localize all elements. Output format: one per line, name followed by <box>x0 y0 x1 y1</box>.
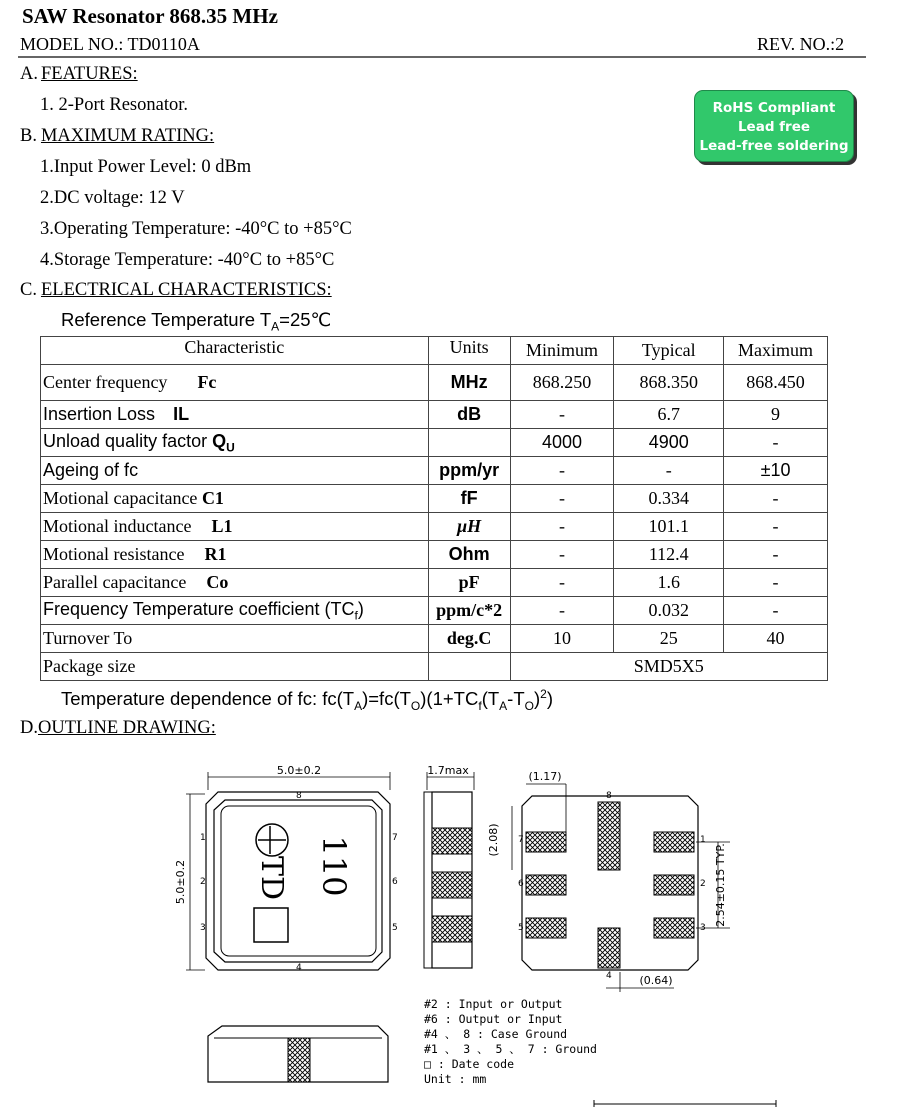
table-row: Parallel capacitance Co pF - 1.6 - <box>41 569 828 597</box>
dim-pad-height: (2.08) <box>487 823 500 857</box>
svg-text:1: 1 <box>200 833 206 843</box>
model-number: MODEL NO.: TD0110A <box>20 34 200 54</box>
svg-text:□ : Date code: □ : Date code <box>424 1057 515 1071</box>
svg-text:#6 : Output or Input: #6 : Output or Input <box>424 1012 563 1026</box>
dim-thickness: 1.7max <box>427 764 469 777</box>
svg-text:3: 3 <box>200 923 206 933</box>
rating-item: 1.Input Power Level: 0 dBm <box>40 157 252 177</box>
front-view <box>208 1026 388 1082</box>
table-header-row <box>41 337 828 365</box>
side-view <box>424 764 474 968</box>
svg-text:8: 8 <box>296 791 302 801</box>
svg-text:4: 4 <box>606 971 612 981</box>
pin-legend <box>424 997 597 1086</box>
svg-text:#1 、 3 、 5 、 7 : Ground: #1 、 3 、 5 、 7 : Ground <box>424 1042 597 1056</box>
section-d-heading: D.OUTLINE DRAWING: <box>20 718 216 738</box>
rohs-badge: RoHS Compliant Lead free Lead-free soldering <box>694 90 854 162</box>
column-header: Minimum <box>510 337 614 365</box>
table-row: Turnover To deg.C 10 25 40 <box>41 625 828 653</box>
top-view <box>174 764 398 973</box>
marking-code: TD <box>254 855 289 901</box>
svg-text:6: 6 <box>518 879 524 889</box>
column-header: Typical <box>614 337 724 365</box>
svg-text:2: 2 <box>200 877 206 887</box>
temperature-formula: Temperature dependence of fc: $fc(T_A)=fc(T_O)(1+TC_f(T_A-T_O)^2)$ <box>61 687 554 713</box>
svg-text:7: 7 <box>518 835 524 845</box>
header-rule <box>18 56 866 58</box>
table-row: Package size SMD5X5 <box>41 653 828 681</box>
feature-item: 1. 2-Port Resonator. <box>40 95 188 115</box>
dim-height: 5.0±0.2 <box>174 859 187 905</box>
svg-text:8: 8 <box>606 791 612 801</box>
column-header: Units <box>428 337 510 365</box>
svg-text:1: 1 <box>700 835 706 845</box>
table-row: Frequency Temperature coefficient $(TC_f)$ ppm/c*2 - 0.032 - <box>41 597 828 625</box>
column-header: Characteristic <box>41 337 429 365</box>
table-row: Motional capacitance C1 fF - 0.334 - <box>41 485 828 513</box>
svg-text:5: 5 <box>518 923 524 933</box>
svg-text:7: 7 <box>392 833 398 843</box>
rating-item: 3.Operating Temperature: -40°C to +85°C <box>40 219 352 239</box>
table-row: Center frequency Fc MHz 868.250 868.350 868.450 <box>41 365 828 401</box>
svg-text:3: 3 <box>700 923 706 933</box>
table-row: Unload quality factor $Q_U$ 4000 4900 - <box>41 429 828 457</box>
table-row: Motional inductance L1 μH - 101.1 - <box>41 513 828 541</box>
table-row: Motional resistance R1 Ohm - 112.4 - <box>41 541 828 569</box>
svg-text:2: 2 <box>700 879 706 889</box>
dim-pad-width: (1.17) <box>528 770 562 783</box>
electrical-characteristics-table <box>40 336 828 681</box>
svg-text:#2 : Input or Output: #2 : Input or Output <box>424 997 563 1011</box>
column-header: Maximum <box>724 337 828 365</box>
revision-number: REV. NO.:2 <box>757 34 845 54</box>
svg-text:5: 5 <box>392 923 398 933</box>
table-row: Insertion Loss IL dB - 6.7 9 <box>41 401 828 429</box>
document-title: SAW Resonator 868.35 MHz <box>22 4 278 28</box>
dim-gap: (0.64) <box>639 974 673 987</box>
svg-text:6: 6 <box>392 877 398 887</box>
svg-text:#4 、 8 : Case Ground: #4 、 8 : Case Ground <box>424 1027 568 1041</box>
marking-top: 110 <box>315 835 353 897</box>
rating-item: 4.Storage Temperature: -40°C to +85°C <box>40 250 335 270</box>
dim-pitch: 2.54±0.15 TYP. <box>714 843 727 927</box>
table-row: Ageing of fc ppm/yr - - ±10 <box>41 457 828 485</box>
svg-text:Unit : mm: Unit : mm <box>424 1072 487 1086</box>
svg-text:4: 4 <box>296 963 302 973</box>
bottom-view <box>487 770 730 992</box>
rating-item: 2.DC voltage: 12 V <box>40 188 185 208</box>
dim-width: 5.0±0.2 <box>276 764 322 777</box>
reference-temperature: Reference Temperature $T_A=25℃$ <box>61 309 332 334</box>
section-b-heading: B. MAXIMUM RATING: <box>20 126 215 146</box>
outline-drawing <box>0 760 900 1107</box>
section-c-heading: C. ELECTRICAL CHARACTERISTICS: <box>20 280 332 300</box>
section-a-heading: A. FEATURES: <box>20 64 138 84</box>
